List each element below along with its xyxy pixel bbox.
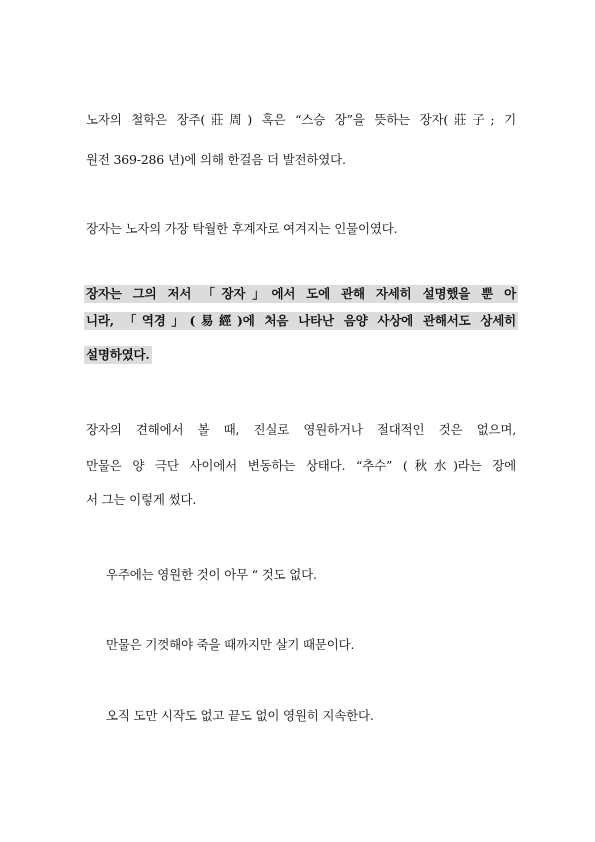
highlighted-paragraph-line-2: 니라, 「역경」(易經)에 처음 나타난 음양 사상에 관해서도 상세히 (86, 313, 516, 328)
highlighted-paragraph-line-1: 장자는 그의 저서 「장자」에서 도에 관해 자세히 설명했을 뿐 아 (86, 286, 516, 301)
quote-line-1: 우주에는 영원한 것이 아무 “ 것도 없다. (106, 567, 317, 582)
paragraph-4-line-2: 만물은 양 극단 사이에서 변동하는 상태다. “추수” (秋水)라는 장에 (86, 458, 516, 473)
highlighted-paragraph-line-3: 설명하였다. (86, 347, 150, 362)
paragraph-2-line-1: 장자는 노자의 가장 탁월한 후계자로 여겨지는 인물이였다. (86, 221, 398, 236)
paragraph-1-line-2: 원전 369-286 년)에 의해 한걸음 더 발전하였다. (86, 152, 346, 167)
paragraph-4-line-1: 장자의 견해에서 볼 때, 진실로 영원하거나 절대적인 것은 없으며, (86, 422, 516, 437)
quote-line-3: 오직 도만 시작도 없고 끝도 없이 영원히 지속한다. (106, 708, 374, 723)
paragraph-1-line-1: 노자의 철학은 장주(莊周) 혹은 “스승 장”을 뜻하는 장자(莊子; 기 (86, 112, 516, 127)
quote-line-2: 만물은 기껏해야 죽을 때까지만 살기 때문이다. (106, 637, 355, 652)
paragraph-4-line-3: 서 그는 이렇게 썼다. (86, 492, 197, 507)
